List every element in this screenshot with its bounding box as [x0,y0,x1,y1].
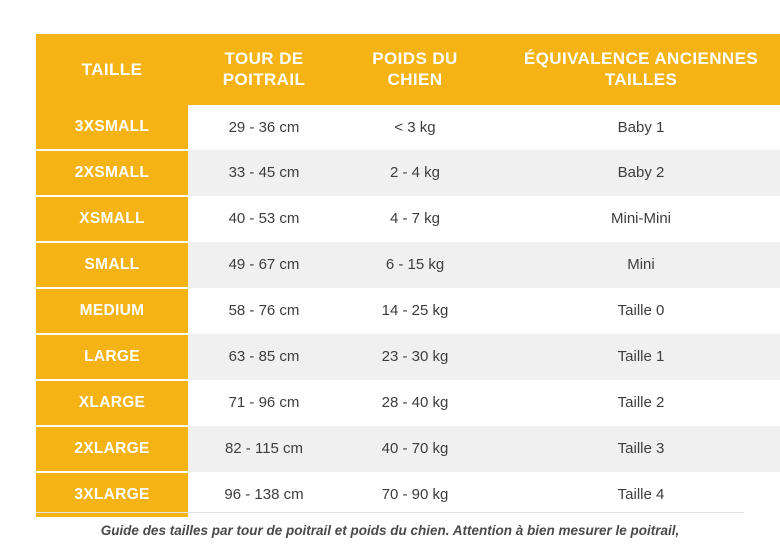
column-header-chest: TOUR DE POITRAIL [188,34,340,105]
cell-size: XLARGE [36,380,188,426]
cell-chest: 96 - 138 cm [188,472,340,518]
column-header-old-sizes: ÉQUIVALENCE ANCIENNES TAILLES [490,34,780,105]
table-row [36,242,780,288]
cell-chest: 29 - 36 cm [188,105,340,150]
cell-old-size: Baby 1 [490,105,780,150]
cell-weight: 14 - 25 kg [340,288,490,334]
table-row [36,196,780,242]
cell-size: 3XLARGE [36,472,188,518]
cell-size: MEDIUM [36,288,188,334]
cell-old-size: Mini [490,242,780,288]
table-row [36,380,780,426]
cell-weight: < 3 kg [340,105,490,150]
table-row [36,150,780,196]
cell-old-size: Taille 2 [490,380,780,426]
cell-weight: 6 - 15 kg [340,242,490,288]
cell-size: 3XSMALL [36,105,188,150]
cell-chest: 82 - 115 cm [188,426,340,472]
cell-size: 2XSMALL [36,150,188,196]
cell-old-size: Taille 3 [490,426,780,472]
table-header [36,34,780,105]
cell-old-size: Taille 0 [490,288,780,334]
table-caption: Guide des tailles par tour de poitrail et poids du chien. Attention à bien mesurer le poitrail, [100,523,680,539]
cell-weight: 4 - 7 kg [340,196,490,242]
column-header-weight: POIDS DU CHIEN [340,34,490,105]
cell-size: 2XLARGE [36,426,188,472]
cell-size: XSMALL [36,196,188,242]
table-row [36,426,780,472]
cell-weight: 40 - 70 kg [340,426,490,472]
cell-old-size: Mini-Mini [490,196,780,242]
cell-weight: 23 - 30 kg [340,334,490,380]
table-row [36,105,780,150]
cell-size: LARGE [36,334,188,380]
table-row [36,472,780,518]
cell-weight: 28 - 40 kg [340,380,490,426]
cell-chest: 40 - 53 cm [188,196,340,242]
table-row [36,334,780,380]
cell-chest: 71 - 96 cm [188,380,340,426]
table-body [36,105,780,518]
cell-size: SMALL [36,242,188,288]
cell-chest: 58 - 76 cm [188,288,340,334]
cell-old-size: Taille 4 [490,472,780,518]
cell-chest: 49 - 67 cm [188,242,340,288]
cell-weight: 2 - 4 kg [340,150,490,196]
divider [36,512,744,513]
table-header-row [36,34,780,105]
size-guide-table [36,34,780,519]
column-header-size: TAILLE [36,34,188,105]
cell-old-size: Baby 2 [490,150,780,196]
table-row [36,288,780,334]
cell-chest: 63 - 85 cm [188,334,340,380]
cell-weight: 70 - 90 kg [340,472,490,518]
cell-chest: 33 - 45 cm [188,150,340,196]
cell-old-size: Taille 1 [490,334,780,380]
